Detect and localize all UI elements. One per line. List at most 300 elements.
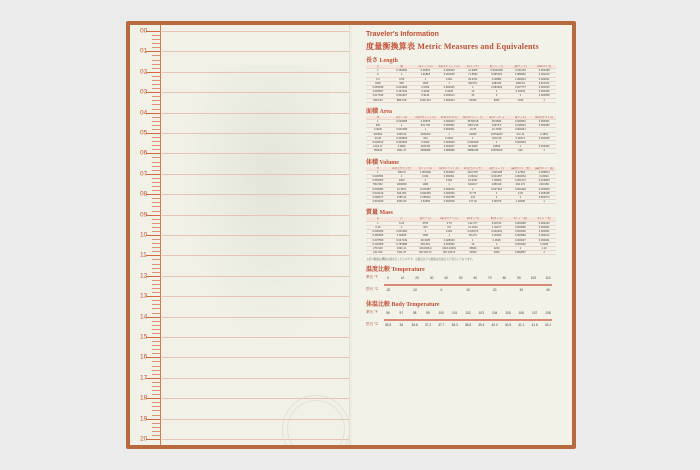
- table-cell: 0.000025: [437, 86, 461, 90]
- length-table: [366, 65, 556, 103]
- page-guide-line: [162, 153, 351, 154]
- ruler-minor-tick: [152, 333, 160, 334]
- ruler-minor-tick: [152, 190, 160, 191]
- fahrenheit-tick: 100: [530, 276, 537, 281]
- celsius-tick: 37.7: [438, 323, 445, 328]
- table-cell: 885.139: [390, 98, 414, 102]
- ruler-minor-tick: [152, 374, 160, 375]
- table-cell: 0.000000: [437, 141, 461, 145]
- table-cell: 0.47654: [509, 170, 533, 174]
- table-cell: 0.033058: [390, 120, 414, 124]
- table-cell: 2.098477: [366, 196, 390, 200]
- table-cell: 57.75: [461, 191, 485, 195]
- ruler-number: 09: [140, 211, 148, 219]
- ruler-minor-tick: [152, 186, 160, 187]
- table-cell: 100: [414, 136, 438, 140]
- page-guide-line: [162, 133, 351, 134]
- table-cell: 1: [414, 179, 438, 183]
- table-cell: 12: [461, 90, 485, 94]
- table-cell: 3.30578: [414, 120, 438, 124]
- table-cell: 4.54609: [414, 200, 438, 204]
- page-guide-line: [162, 92, 351, 93]
- ruler-minor-tick: [152, 223, 160, 224]
- table-cell: 1: [532, 98, 556, 102]
- table-cell: 907184.74: [414, 251, 438, 255]
- fahrenheit-tick: 96: [386, 311, 390, 316]
- ruler-major-tick: [146, 235, 160, 236]
- table-row: [366, 251, 556, 255]
- table-cell: 43560: [485, 145, 509, 149]
- ruler-minor-tick: [152, 406, 160, 407]
- table-cell: 0.3861: [532, 132, 556, 136]
- ruler-minor-tick: [152, 280, 160, 281]
- table-cell: 0.3025: [366, 128, 390, 132]
- table-cell: 0.55: [390, 77, 414, 81]
- fahrenheit-tick: 50: [458, 276, 463, 281]
- ruler-minor-tick: [152, 227, 160, 228]
- table-cell: 1000000: [414, 132, 438, 136]
- table-cell: 1: [437, 132, 461, 136]
- table-cell: 1760: [509, 98, 533, 102]
- table-cell: 1093.61: [509, 81, 533, 85]
- table-cell: 2.520189: [366, 200, 390, 204]
- conversion-page: [352, 25, 572, 445]
- celsius-tick: 20: [492, 288, 497, 293]
- table-cell: 28.3495: [414, 238, 438, 242]
- ruler-major-tick: [146, 51, 160, 52]
- table-cell: 0.000446: [509, 242, 533, 246]
- table-cell: 1.906168: [485, 170, 509, 174]
- ruler-minor-tick: [152, 427, 160, 428]
- ruler-minor-tick: [152, 149, 160, 150]
- table-cell: 0.453592: [437, 242, 461, 246]
- page-guide-line: [162, 337, 351, 338]
- table-cell: 4046.86: [414, 145, 438, 149]
- table-cell: 0.001: [437, 179, 461, 183]
- table-cell: 61023.7: [461, 183, 485, 187]
- column-header: ft(フィート): [485, 65, 509, 69]
- table-cell: 0.00022: [532, 175, 556, 179]
- table-cell: 0.167642: [390, 90, 414, 94]
- fahrenheit-tick: 105: [505, 311, 511, 316]
- column-header: ac(エーカー): [485, 116, 509, 120]
- ruler-edge-line: [160, 25, 161, 445]
- table-cell: 1: [437, 234, 461, 238]
- table-cell: 241.916: [366, 251, 390, 255]
- table-cell: 0.000946: [437, 191, 461, 195]
- table-cell: 0.166666: [390, 69, 414, 73]
- column-header: g(グラム): [414, 217, 438, 221]
- table-cell: 10674.95: [461, 124, 485, 128]
- table-cell: 1.609344: [437, 98, 461, 102]
- column-header: m²(平方メートル): [415, 115, 436, 119]
- table-cell: 4.80376: [485, 200, 509, 204]
- table-cell: 0.000568: [532, 94, 556, 98]
- table-cell: 1000: [414, 234, 438, 238]
- table-cell: 2611.47: [390, 149, 414, 153]
- table-cell: 3: [485, 94, 509, 98]
- table-cell: 0.007559: [366, 238, 390, 242]
- table-cell: 0.245031: [509, 124, 533, 128]
- table-cell: 1000000: [390, 183, 414, 187]
- ruler-major-tick: [146, 337, 160, 338]
- ruler-minor-tick: [152, 84, 160, 85]
- ruler-major-tick: [146, 276, 160, 277]
- table-cell: 0.000031: [532, 238, 556, 242]
- fahrenheit-tick: 100: [438, 311, 444, 316]
- table-cell: 61.0237: [461, 179, 485, 183]
- celsius-tick: -10: [412, 288, 417, 293]
- celsius-tick: 41.6: [531, 323, 538, 328]
- ruler-major-tick: [146, 296, 160, 297]
- ruler-minor-tick: [152, 206, 160, 207]
- column-header: lb(ポンド): [485, 217, 509, 221]
- table-cell: 0.33333: [509, 90, 533, 94]
- table-cell: 30.25: [366, 136, 390, 140]
- ruler-number: 17: [140, 374, 148, 382]
- ruler-minor-tick: [152, 394, 160, 395]
- table-cell: 0.001562: [532, 145, 556, 149]
- ruler-minor-tick: [152, 308, 160, 309]
- table-cell: 0.0929: [414, 141, 438, 145]
- table-cell: 10764263: [485, 132, 509, 136]
- ruler-minor-tick: [152, 145, 160, 146]
- table-cell: 5280: [485, 98, 509, 102]
- table-cell: 0.000929: [461, 141, 485, 145]
- table-cell: 0.25: [509, 191, 533, 195]
- page-guide-line: [162, 296, 351, 297]
- celsius-tick: 35.5: [384, 323, 392, 328]
- table-cell: 0.000914: [437, 94, 461, 98]
- ruler-minor-tick: [152, 88, 160, 89]
- ruler-minor-tick: [152, 321, 160, 322]
- table-cell: 270.946: [366, 246, 390, 250]
- table-cell: 21.1643: [461, 225, 485, 229]
- ruler-number: 03: [140, 88, 148, 96]
- page-guide-line: [162, 357, 351, 358]
- ruler-number: 11: [140, 251, 147, 259]
- table-cell: 991.736: [414, 124, 438, 128]
- ruler-minor-tick: [152, 141, 160, 142]
- page-guide-line: [162, 72, 351, 73]
- page-guide-line: [162, 215, 351, 216]
- table-cell: 0.000303: [437, 69, 461, 73]
- table-cell: 1224.17: [366, 145, 390, 149]
- celsius-tick: -20: [385, 288, 391, 293]
- ruler-number: 14: [140, 313, 148, 321]
- ruler-major-tick: [146, 317, 160, 318]
- celsius-tick: 37.2: [424, 323, 432, 328]
- fahrenheit-label: 華氏 °F: [366, 310, 378, 315]
- celsius-tick: 40: [546, 288, 550, 293]
- ruler-minor-tick: [152, 353, 160, 354]
- ruler-minor-tick: [152, 341, 160, 342]
- column-header: mi²(平方マイル): [532, 116, 556, 120]
- volume-table: [366, 167, 556, 205]
- celsius-tick: 0: [440, 288, 443, 293]
- table-cell: 0.001129: [532, 73, 556, 77]
- ruler-minor-tick: [152, 366, 160, 367]
- table-cell: 783443: [366, 149, 390, 153]
- ruler-major-tick: [146, 113, 160, 114]
- table-cell: 1: [509, 94, 533, 98]
- table-cell: 554.352: [366, 183, 390, 187]
- table-cell: 0.9941939: [485, 69, 509, 73]
- table-cell: 0.000001: [437, 128, 461, 132]
- ruler-minor-tick: [152, 170, 160, 171]
- table-cell: 0.000038: [532, 136, 556, 140]
- ruler-minor-tick: [152, 64, 160, 65]
- ruler-minor-tick: [152, 104, 160, 105]
- table-cell: 6.25: [390, 221, 414, 225]
- table-cell: 1056.69: [485, 183, 509, 187]
- ruler-number: 04: [140, 109, 148, 117]
- table-cell: 1000: [414, 81, 438, 85]
- table-cell: 1: [437, 81, 461, 85]
- fahrenheit-tick: 40: [444, 276, 448, 281]
- table-cell: 10.7639: [485, 128, 509, 132]
- table-cell: 1.093613: [509, 77, 533, 81]
- table-cell: 1000: [390, 179, 414, 183]
- body-temperature-scale: [366, 309, 556, 331]
- ruler-major-tick: [146, 92, 160, 93]
- table-cell: 1: [414, 77, 438, 81]
- ruler-minor-tick: [152, 117, 160, 118]
- column-header: t(トン・米): [532, 217, 556, 221]
- table-cell: 0.554352: [366, 179, 390, 183]
- table-cell: 0.0254: [414, 86, 438, 90]
- page-guide-line: [162, 255, 351, 256]
- table-cell: 0.000991: [437, 124, 461, 128]
- table-cell: 4: [485, 196, 509, 200]
- ruler-minor-tick: [152, 313, 160, 314]
- table-cell: 0.000000: [509, 230, 533, 234]
- ruler-major-tick: [146, 357, 160, 358]
- table-cell: 0.02471: [509, 136, 533, 140]
- table-cell: 1693.41: [390, 246, 414, 250]
- ruler-number: 19: [140, 415, 148, 423]
- table-cell: 5310.83: [366, 98, 390, 102]
- table-cell: 0.035274: [461, 230, 485, 234]
- celsius-tick: 40.0: [491, 323, 498, 328]
- column-header: qt(クォート): [485, 167, 509, 171]
- table-cell: 71.5832: [461, 73, 485, 77]
- fahrenheit-tick: 110: [545, 276, 551, 281]
- page-guide-line: [162, 378, 351, 379]
- info-title: Traveler's Information: [366, 31, 439, 38]
- table-cell: 3.3: [366, 77, 390, 81]
- ruler-major-tick: [146, 439, 160, 440]
- ruler-number: 05: [140, 129, 148, 137]
- ruler-minor-tick: [152, 386, 160, 387]
- fahrenheit-tick: 108: [545, 311, 551, 316]
- column-header: 升: [366, 167, 390, 171]
- table-cell: 0.009084: [366, 187, 390, 191]
- table-cell: 1: [532, 200, 556, 204]
- column-header: 斤: [390, 217, 414, 221]
- table-cell: 0.16: [366, 225, 390, 229]
- table-cell: 1803.9: [390, 170, 414, 174]
- ruler-minor-tick: [152, 96, 160, 97]
- ruler-minor-tick: [152, 178, 160, 179]
- celsius-tick: 10: [466, 288, 470, 293]
- table-cell: 0.003690: [509, 221, 533, 225]
- table-cell: 1.05669: [485, 179, 509, 183]
- table-cell: 231: [461, 196, 485, 200]
- ruler-number: 02: [140, 68, 148, 76]
- ruler-minor-tick: [152, 55, 160, 56]
- fahrenheit-tick: 101: [451, 311, 458, 316]
- column-header: yd(ヤード): [509, 65, 533, 69]
- fahrenheit-tick: 103: [478, 311, 484, 316]
- table-cell: 35.58318: [461, 120, 485, 124]
- column-header: m(メートル): [414, 65, 438, 69]
- table-cell: 0.000661: [532, 225, 556, 229]
- table-cell: 36: [461, 94, 485, 98]
- table-cell: 550: [390, 81, 414, 85]
- table-cell: 4546.09: [390, 200, 414, 204]
- ruler-major-tick: [146, 398, 160, 399]
- table-row: [366, 149, 556, 153]
- table-cell: 1: [485, 191, 509, 195]
- table-cell: 1.12: [532, 246, 556, 250]
- table-cell: 0.755988: [390, 242, 414, 246]
- table-cell: 0.001057: [485, 175, 509, 179]
- page-guide-line: [162, 174, 351, 175]
- table-cell: 1.005847: [366, 90, 390, 94]
- column-header: ℓ(リットル): [414, 167, 438, 171]
- table-cell: -: [532, 128, 556, 132]
- table-cell: 0.004133: [532, 221, 556, 225]
- column-header: 尺: [366, 65, 390, 69]
- table-cell: 0.502927: [390, 94, 414, 98]
- ruler-minor-tick: [152, 157, 160, 158]
- ruler-minor-tick: [152, 272, 160, 273]
- table-cell: 600: [414, 225, 438, 229]
- column-header: a(アール): [509, 116, 533, 120]
- mass-table: [366, 217, 556, 255]
- celsius-tick: 38.3: [451, 323, 458, 328]
- table-cell: 264.172: [509, 183, 533, 187]
- table-cell: 277.42: [461, 200, 485, 204]
- table-cell: 0.30303: [414, 69, 438, 73]
- ruler-minor-tick: [152, 382, 160, 383]
- ruler-minor-tick: [152, 202, 160, 203]
- ruler-minor-tick: [152, 300, 160, 301]
- table-cell: 0.001666: [390, 230, 414, 234]
- table-cell: 453.592: [414, 242, 438, 246]
- table-cell: 3.28084: [485, 77, 509, 81]
- table-cell: 1: [461, 136, 485, 140]
- table-cell: 0.000189: [532, 90, 556, 94]
- table-cell: 1008.33: [390, 132, 414, 136]
- ruler-major-tick: [146, 215, 160, 216]
- ruler-major-tick: [146, 174, 160, 175]
- table-cell: 0.219969: [532, 179, 556, 183]
- ruler-minor-tick: [152, 239, 160, 240]
- table-cell: 0.016387: [414, 187, 438, 191]
- table-cell: 0.001818: [437, 73, 461, 77]
- table-cell: 1000: [414, 183, 438, 187]
- table-cell: 2240: [485, 246, 509, 250]
- length-title: 長さ Length: [366, 58, 398, 64]
- ruler-minor-tick: [152, 345, 160, 346]
- table-cell: 11.9305: [461, 69, 485, 73]
- table-cell: 0.0001: [437, 136, 461, 140]
- ruler-major-tick: [146, 378, 160, 379]
- table-cell: 302500: [366, 132, 390, 136]
- ruler-minor-tick: [152, 231, 160, 232]
- ruler-number: 06: [140, 149, 148, 157]
- page-title: 度量衡換算表 Metric Measures and Equivalents: [366, 42, 539, 51]
- ruler-minor-tick: [152, 264, 160, 265]
- table-cell: 1: [461, 187, 485, 191]
- table-cell: 0.013969: [390, 86, 414, 90]
- ruler-minor-tick: [152, 109, 160, 110]
- table-cell: 1076.39: [485, 136, 509, 140]
- column-header: km(キロメートル): [438, 65, 460, 68]
- table-cell: 35.274: [461, 234, 485, 238]
- table-cell: 0.832674: [532, 196, 556, 200]
- ruler-minor-tick: [152, 219, 160, 220]
- table-cell: 0.017316: [485, 187, 509, 191]
- scale-bar: [384, 284, 552, 286]
- table-cell: 0.208168: [532, 191, 556, 195]
- table-cell: 0.000984: [509, 234, 533, 238]
- celsius-tick: 30: [519, 288, 524, 293]
- fahrenheit-tick: 99: [426, 311, 430, 316]
- table-cell: 1: [461, 86, 485, 90]
- temperature-scale: [366, 274, 556, 296]
- column-header: a(アール): [390, 116, 414, 120]
- table-cell: 0.002204: [485, 230, 509, 234]
- ruler-major-tick: [146, 133, 160, 134]
- ruler-minor-tick: [152, 39, 160, 40]
- rounding-note: 上記の数値は概数の値を示したものです。小数点以下の数値は四捨五入で表示しております。: [366, 258, 475, 262]
- ruler-number: 18: [140, 394, 148, 402]
- celsius-tick: 40.5: [504, 323, 512, 328]
- table-cell: 0.396814: [532, 170, 556, 174]
- table-cell: 0.000383: [532, 124, 556, 128]
- ruler-minor-tick: [152, 182, 160, 183]
- table-cell: 1609.344: [414, 98, 438, 102]
- table-cell: 0.000001: [532, 120, 556, 124]
- ruler-minor-tick: [152, 349, 160, 350]
- ruler-minor-tick: [152, 125, 160, 126]
- table-cell: 1: [390, 73, 414, 77]
- column-header: oz(オンス): [461, 217, 485, 221]
- column-header: 間: [390, 65, 414, 69]
- ruler-number: 01: [140, 47, 148, 55]
- celsius-tick: 36: [399, 323, 404, 328]
- table-cell: 1: [414, 230, 438, 234]
- table-cell: 5.965163: [485, 73, 509, 77]
- table-cell: 110.0787: [461, 170, 485, 174]
- ruler-number: 15: [140, 333, 148, 341]
- column-header: gal(ガロン・米): [509, 167, 533, 171]
- fahrenheit-tick: 107: [531, 311, 538, 316]
- table-cell: 1: [366, 120, 390, 124]
- fahrenheit-label: 華氏 °F: [366, 275, 378, 280]
- ruler-minor-tick: [152, 410, 160, 411]
- column-header: mile(マイル): [532, 65, 556, 69]
- table-cell: 3.75: [437, 221, 461, 225]
- table-cell: 0.000264: [509, 175, 533, 179]
- table-cell: 1: [366, 221, 390, 225]
- table-cell: 0.000590: [509, 225, 533, 229]
- ruler-minor-tick: [152, 361, 160, 362]
- table-cell: 1: [414, 128, 438, 132]
